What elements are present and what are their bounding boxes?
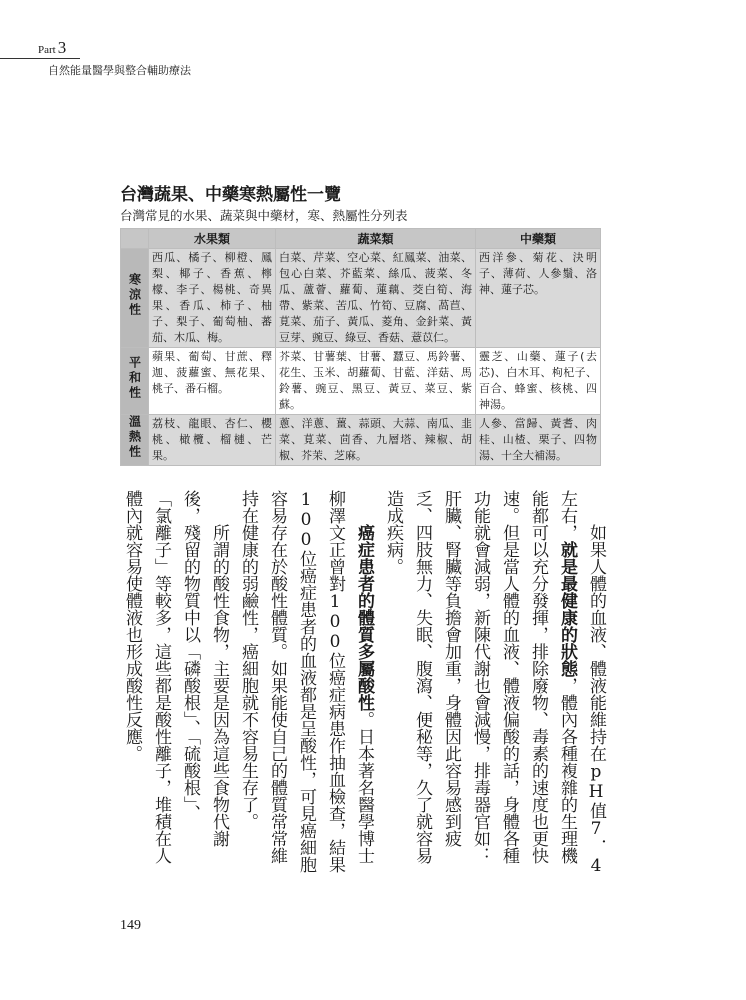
part-label xyxy=(38,40,66,58)
text-run: 「氯離子」等較多，這些都是酸性離子，堆積在人 xyxy=(151,490,171,864)
page-number: 149 xyxy=(120,918,141,933)
emphasis-run: 就是最健康的狀態 xyxy=(557,541,577,677)
text-run: 持在健康的弱鹼性，癌細胞就不容易生存了。 xyxy=(238,490,258,830)
text-run: 所謂的酸性食物，主要是因為這些食物代謝 xyxy=(209,524,229,847)
text-column xyxy=(436,490,465,870)
row-header-cold xyxy=(121,249,149,348)
body-text xyxy=(110,490,610,876)
text-column xyxy=(117,490,146,870)
text-column xyxy=(552,490,581,870)
text-run: 。日本著名醫學博士 xyxy=(354,711,374,864)
table-cell: 蔥、洋蔥、薑、蒜頭、大蒜、南瓜、韭菜、莧菜、茴香、九層塔、辣椒、胡椒、芥茉、芝麻。 xyxy=(276,415,476,466)
column-header-herb: 中藥類 xyxy=(476,229,601,249)
table-cell: 靈芝、山藥、蓮子(去芯)、白木耳、枸杞子、百合、蜂蜜、核桃、四神湯。 xyxy=(476,348,601,415)
text-run: 100位癌症患者的血液都是呈酸性，可見癌細胞 xyxy=(296,490,316,873)
part-number: 3 xyxy=(57,38,67,57)
table-row-warm xyxy=(121,415,601,466)
text-column xyxy=(581,490,610,876)
row-header-label: 平和性 xyxy=(127,356,142,401)
table-header-row xyxy=(121,229,601,249)
properties-table xyxy=(120,228,601,466)
text-run: 乏、四肢無力、失眠、腹瀉、便秘等，久了就容易 xyxy=(412,490,432,864)
text-column xyxy=(175,490,204,870)
text-run: 體內就容易使體液也形成酸性反應。 xyxy=(122,490,142,762)
table-corner xyxy=(121,229,149,249)
text-run: 肝臟、腎臟等負擔會加重，身體因此容易感到疲 xyxy=(441,490,461,847)
text-column xyxy=(204,490,233,870)
text-run: 速。但是當人體的血液、體液偏酸的話，身體各種 xyxy=(499,490,519,864)
text-run: 如果人體的血液、體液能維持在pH值7．4 xyxy=(586,524,606,876)
row-header-warm xyxy=(121,415,149,466)
table-row-neutral xyxy=(121,348,601,415)
book-section-title: 自然能量醫學與整合輔助療法 xyxy=(48,64,191,77)
text-column xyxy=(233,490,262,870)
table-row-cold xyxy=(121,249,601,348)
text-run: 後，殘留的物質中以「磷酸根」、「硫酸根」、 xyxy=(180,490,200,822)
table-cell: 人參、當歸、黃耆、肉桂、山楂、栗子、四物湯、十全大補湯。 xyxy=(476,415,601,466)
text-run: 左右， xyxy=(557,490,577,541)
text-run: 功能就會減弱，新陳代謝也會減慢，排毒器官如： xyxy=(470,490,490,864)
text-run: 容易存在於酸性體質。如果能使自己的體質常常維 xyxy=(267,490,287,864)
text-column xyxy=(349,490,378,870)
part-label-text: Part xyxy=(38,44,56,56)
text-run: 柳澤文正曾對100位癌症病患作抽血檢查，結果 xyxy=(325,490,345,873)
column-header-fruit: 水果類 xyxy=(149,229,276,249)
row-header-label: 寒涼性 xyxy=(127,273,142,318)
table-cell: 荔枝、龍眼、杏仁、櫻桃、橄欖、榴槤、芒果。 xyxy=(149,415,276,466)
text-column xyxy=(494,490,523,870)
text-run: 能都可以充分發揮，排除廢物、毒素的速度也更快 xyxy=(528,490,548,864)
header-rule xyxy=(0,58,80,59)
table-cell: 白菜、芹菜、空心菜、紅鳳菜、油菜、包心白菜、芥藍菜、絲瓜、菠菜、冬瓜、蘆薈、蘿蔔、蓮藕、茭白筍、海帶、紫菜、苦瓜、竹筍、豆腐、萵苣、莧菜、茄子、黃瓜、菱角、金針菜、黃豆芽、豌豆、綠豆、香菇、薏苡仁。 xyxy=(276,249,476,348)
text-column xyxy=(465,490,494,870)
table-cell: 西洋參、菊花、決明子、薄荷、人參鬚、洛神、蓮子芯。 xyxy=(476,249,601,348)
text-run: 造成疾病。 xyxy=(383,490,403,575)
text-column xyxy=(523,490,552,870)
text-column xyxy=(407,490,436,870)
text-column xyxy=(262,490,291,870)
row-header-neutral xyxy=(121,348,149,415)
text-column xyxy=(146,490,175,870)
emphasis-run: 癌症患者的體質多屬酸性 xyxy=(354,524,374,711)
table-cell: 芥菜、甘薯葉、甘薯、蠶豆、馬鈴薯、花生、玉米、胡蘿蔔、甘藍、洋菇、馬鈴薯、豌豆、黑豆、黃豆、菜豆、紫蘇。 xyxy=(276,348,476,415)
row-header-label: 溫熱性 xyxy=(127,415,142,460)
text-column xyxy=(320,490,349,873)
table-cell: 西瓜、橘子、柳橙、鳳梨、椰子、香蕉、檸檬、李子、楊桃、奇異果、香瓜、柿子、柚子、梨子、葡萄柚、蕃茄、木瓜、梅。 xyxy=(149,249,276,348)
text-column xyxy=(291,490,320,873)
table-cell: 蘋果、葡萄、甘蔗、釋迦、菠蘿蜜、無花果、桃子、番石榴。 xyxy=(149,348,276,415)
text-column xyxy=(378,490,407,870)
section-title: 台灣蔬果、中藥寒熱屬性一覽 xyxy=(120,185,341,205)
section-subtitle: 台灣常見的水果、蔬菜與中藥材，寒、熱屬性分列表 xyxy=(120,208,408,223)
column-header-vegetable: 蔬菜類 xyxy=(276,229,476,249)
text-run: ，體內各種複雜的生理機 xyxy=(557,677,577,864)
